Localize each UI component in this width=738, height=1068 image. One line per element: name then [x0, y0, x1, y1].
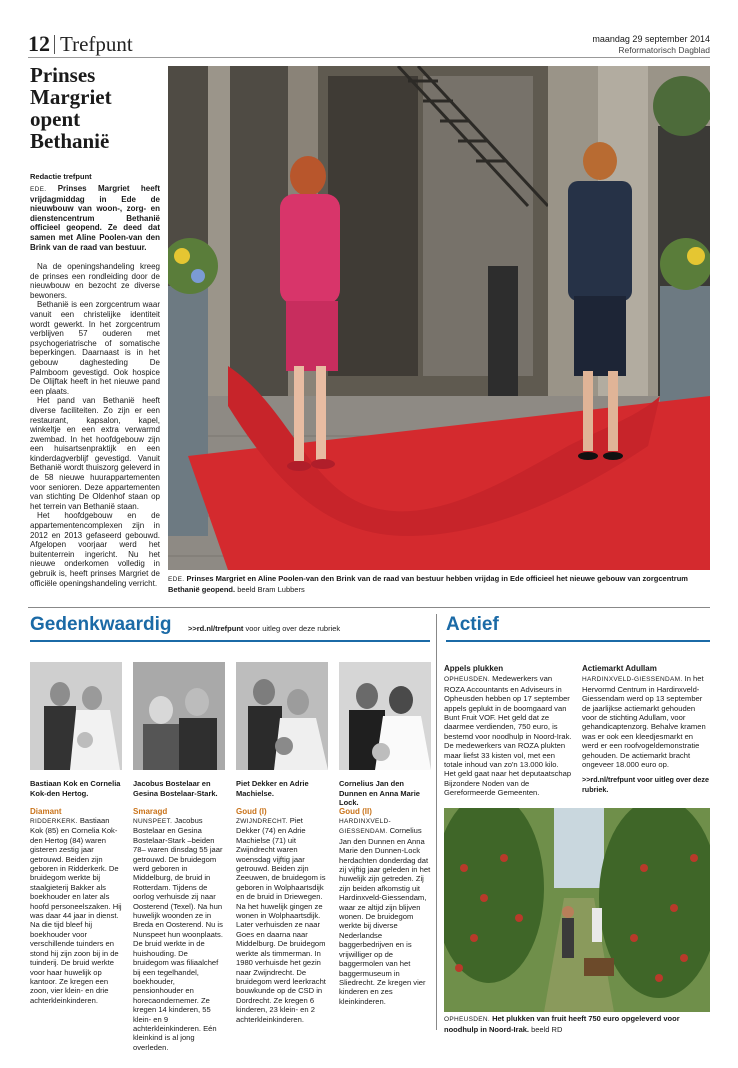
rubriek-link-text: voor uitleg over deze rubriek — [245, 624, 341, 633]
photo-credit: beeld RD — [531, 1025, 563, 1034]
couple-caption: Piet Dekker en Adrie Machielse. — [236, 779, 309, 798]
actief-title: Actief — [446, 614, 499, 635]
couple-text — [236, 816, 328, 1024]
actief-heading: Appels plukken — [444, 664, 504, 673]
anniversary-kind: Smaragd — [133, 807, 168, 816]
couple-item — [339, 662, 431, 1006]
gedenkwaardig-subtitle — [188, 624, 340, 633]
article-paragraph: Na de openingshandeling kreeg de prinses een rondleiding door de nieuwbouw en bezocht ze diverse bewoners. — [30, 262, 160, 300]
caption-place: OPHEUSDEN. — [444, 1016, 490, 1023]
actief-heading: Actiemarkt Adullam — [582, 664, 657, 673]
caption-text: Prinses Margriet en Aline Poolen-van den Brink van de raad van bestuur hebben vrijdag in Ede officieel het nieuwe gebouw van zorgcentrum Bethanië geopend. — [168, 574, 688, 594]
couple-place: RIDDERKERK. — [30, 818, 78, 825]
couple-photo — [236, 662, 328, 770]
masthead-separator — [54, 35, 55, 54]
couple-story: Cornelius Jan den Dunnen en Anna Marie den Dunnen-Lock herdachten donderdag dat zij vijftig jaar geleden in het huwelijk zijn getreden. Zij zijn beiden afkomstig uit Hardinxveld-Giessendam, waar ze altijd zijn blijven wonen. De bruidegom werkte bij diverse Nederlandse baggerbedrijven en is vrijwilliger op de baggermolen van het baggermuseum in Sliedrecht. Ze kregen vier kinderen en zes kleinkinderen. — [339, 826, 431, 1006]
actief-text — [444, 674, 572, 797]
article-paragraph: Het pand van Bethanië heeft diverse faciliteiten. Zo zijn er een restaurant, kapsalon, kapel, winkeltje en een extra verwarmd zwembad. In het hoofdgebouw zijn een huisartsenpraktijk en een kinderdagverblijf gevestigd. Vanuit Bethanië wordt thuiszorg geleverd in de 58 nieuwe huurappartementen voor senioren. Deze appartementen van stichting De Oldenhof staan op het terrein van Bethanië staan. — [30, 396, 160, 511]
couple-item — [30, 662, 122, 1005]
article-lead — [30, 184, 160, 252]
couple-place: NUNSPEET. — [133, 818, 173, 825]
actief-item — [444, 664, 572, 798]
couple-place: ZWIJNDRECHT. — [236, 818, 288, 825]
apple-photo-caption — [444, 1014, 710, 1035]
column-divider — [436, 614, 437, 1030]
anniversary-kind: Goud (I) — [236, 807, 267, 816]
article-paragraph: Bethanië is een zorgcentrum waar vanuit een christelijke identiteit wordt gewerkt. In het zorgcentrum verblijven 57 ouderen met psychogeriatrische of somatische beperkingen. Daarnaast is in het gebouw daghesteding De Palmboom gevestigd. Ook hospice De Olijftak heeft in het nieuwe pand een plaats. — [30, 300, 160, 396]
couple-text — [30, 816, 122, 1005]
couple-photo — [339, 662, 431, 770]
newspaper-name: Reformatorisch Dagblad — [618, 45, 710, 55]
caption-text: Het plukken van fruit heeft 750 euro opgeleverd voor noodhulp in Noord-Irak. — [444, 1014, 680, 1034]
anniversary-kind: Goud (II) — [339, 807, 372, 816]
couple-item — [236, 662, 328, 1024]
couple-photo — [133, 662, 225, 770]
section-title: Trefpunt — [60, 32, 133, 56]
actief-rule — [446, 640, 710, 642]
couple-text — [339, 816, 431, 1006]
anniversary-kind: Diamant — [30, 807, 62, 816]
gedenkwaardig-rule — [30, 640, 430, 642]
opening-ceremony-photo — [168, 66, 710, 570]
actief-item — [582, 664, 710, 794]
couple-text — [133, 816, 225, 1052]
caption-place: EDE. — [168, 576, 185, 583]
couple-caption: Jacobus Bostelaar en Gesina Bostelaar-Stark. — [133, 779, 218, 798]
couple-story: Bastiaan Kok (85) en Cornelia Kok-den Hertog (84) waren gisteren zestig jaar getrouwd. Beiden zijn geboren in Ridderkerk. De bruidegom werkte bij staalgieterij Bakker als boekhouder en later als hoofd personeelszaken. Hij was daar 44 jaar in dienst. Na die tijd bleef hij boekhouder voor verschillende tuinders en stond hij zijn zoon bij in de tuinderij. De bruid werkte voor haar huwelijk op kantoor. Ze kregen een zoon, vier klein- en drie achterkleinkinderen. — [30, 816, 122, 1005]
page-number: 12 — [28, 31, 50, 56]
couple-caption: Bastiaan Kok en Cornelia Kok-den Hertog. — [30, 779, 121, 798]
couple-caption: Cornelius Jan den Dunnen en Anna Marie Lock. — [339, 779, 420, 807]
couple-story: Piet Dekker (74) en Adrie Machielse (71) uit Zwijndrecht waren woensdag vijftig jaar getrouwd. Beiden zijn Zeeuwen, de bruidegom is geboren in Wolphaartsdijk en de bruid in Driewegen. Na het huwelijk gingen ze wonen in Wolphaartsdijk. Later verhuisden ze naar Goes en daarna naar Middelburg. De bruidegom werkte als timmerman. In 1980 verhuisde het gezin naar Zwijndrecht. De bruidegom werd leerkracht bouwkunde op de CSD in Dordrecht. Ze kregen 6 kinderen, 23 klein- en 2 achterkleinkinderen. — [236, 816, 326, 1024]
article-lead-text: Prinses Margriet heeft vrijdagmiddag in Ede de nieuwbouw van woon-, zorg- en dienstencentrum Bethanië officieel geopend. Ze deed dat samen met Aline Poolen-van den Brink van de raad van bestuur. — [30, 184, 160, 252]
actief-text — [582, 674, 710, 769]
actief-more-link[interactable]: >>rd.nl/trefpunt voor uitleg over deze rubriek. — [582, 775, 709, 794]
photo-credit: beeld Bram Lubbers — [237, 585, 305, 594]
apple-picking-photo — [444, 808, 710, 1012]
masthead — [28, 32, 710, 58]
couple-place: HARDINXVELD-GIESSENDAM. — [339, 818, 391, 836]
actief-place: HARDINXVELD-GIESSENDAM. — [582, 676, 683, 684]
article-headline: Prinses Margriet opent Bethanië — [30, 63, 112, 153]
section-divider — [28, 607, 710, 608]
article-dateline: EDE. — [30, 186, 47, 193]
actief-place: OPHEUSDEN. — [444, 676, 490, 684]
article-body — [30, 262, 160, 588]
issue-date: maandag 29 september 2014 — [592, 34, 710, 44]
couple-photo — [30, 662, 122, 770]
article-paragraph: Het hoofdgebouw en de appartementencomplexen zijn in 2012 en 2013 gefaseerd gebouwd. Afgelopen voorjaar werd het buitenterrein ingericht. Nu het nieuwe onderkomen volledig in gebruik is, heeft prinses Margriet de officiële openingshandeling verricht. — [30, 511, 160, 588]
actief-story: Medewerkers van ROZA Accountants en Adviseurs in Opheusden hebben op 17 september appels geplukt in de boomgaard van Bunt Fruit VOF. Het geld dat ze daarmee verdienden, 750 euro, is bestemd voor noodhulp in Noord-Irak. De medewerkers van ROZA plukten maar liefst 33 kisten vol, met een totale inhoud van zo'n 13.000 kilo. Het geld gaat naar het deputaatschap Bijzondere Noden van de Gereformeerde Gemeenten. — [444, 674, 572, 798]
main-photo-caption — [168, 574, 710, 595]
actief-story: In het Hervormd Centrum in Hardinxveld-Giessendam werd op 13 september de jaarlijkse actiemarkt gehouden voor de stichting Adullam, voor gehandicaptenzorg. Behalve kramen was er ook een kleedjesmarkt en werd er een roofvogeldemonstratie gehouden. De actiemarkt bracht ongeveer 18.000 euro op. — [582, 674, 706, 770]
rubriek-link[interactable]: >>rd.nl/trefpunt — [188, 624, 244, 633]
article-byline: Redactie trefpunt — [30, 172, 92, 181]
couple-story: Jacobus Bostelaar en Gesina Bostelaar-Stark –beiden 78– waren dinsdag 55 jaar getrouwd. De bruidegom werd geboren in Middelburg, de bruid in Rotterdam. Tijdens de oorlog verhuisde zij naar Oosterend (Texel). Na hun huwelijk woonden ze in Breda en Oosterend. Nu is Nunspeet hun woonplaats. De bruid werkte in de huishouding. De bruidegom was filiaalchef bij een tegelhandel, boekhouder, pensionhouder en horecaondernemer. Ze kregen 14 kinderen, 55 klein- en 9 achterkleinkinderen. Eén kleinkind is al jong overleden. — [133, 816, 223, 1052]
gedenkwaardig-title: Gedenkwaardig — [30, 614, 172, 635]
couple-item — [133, 662, 225, 1052]
